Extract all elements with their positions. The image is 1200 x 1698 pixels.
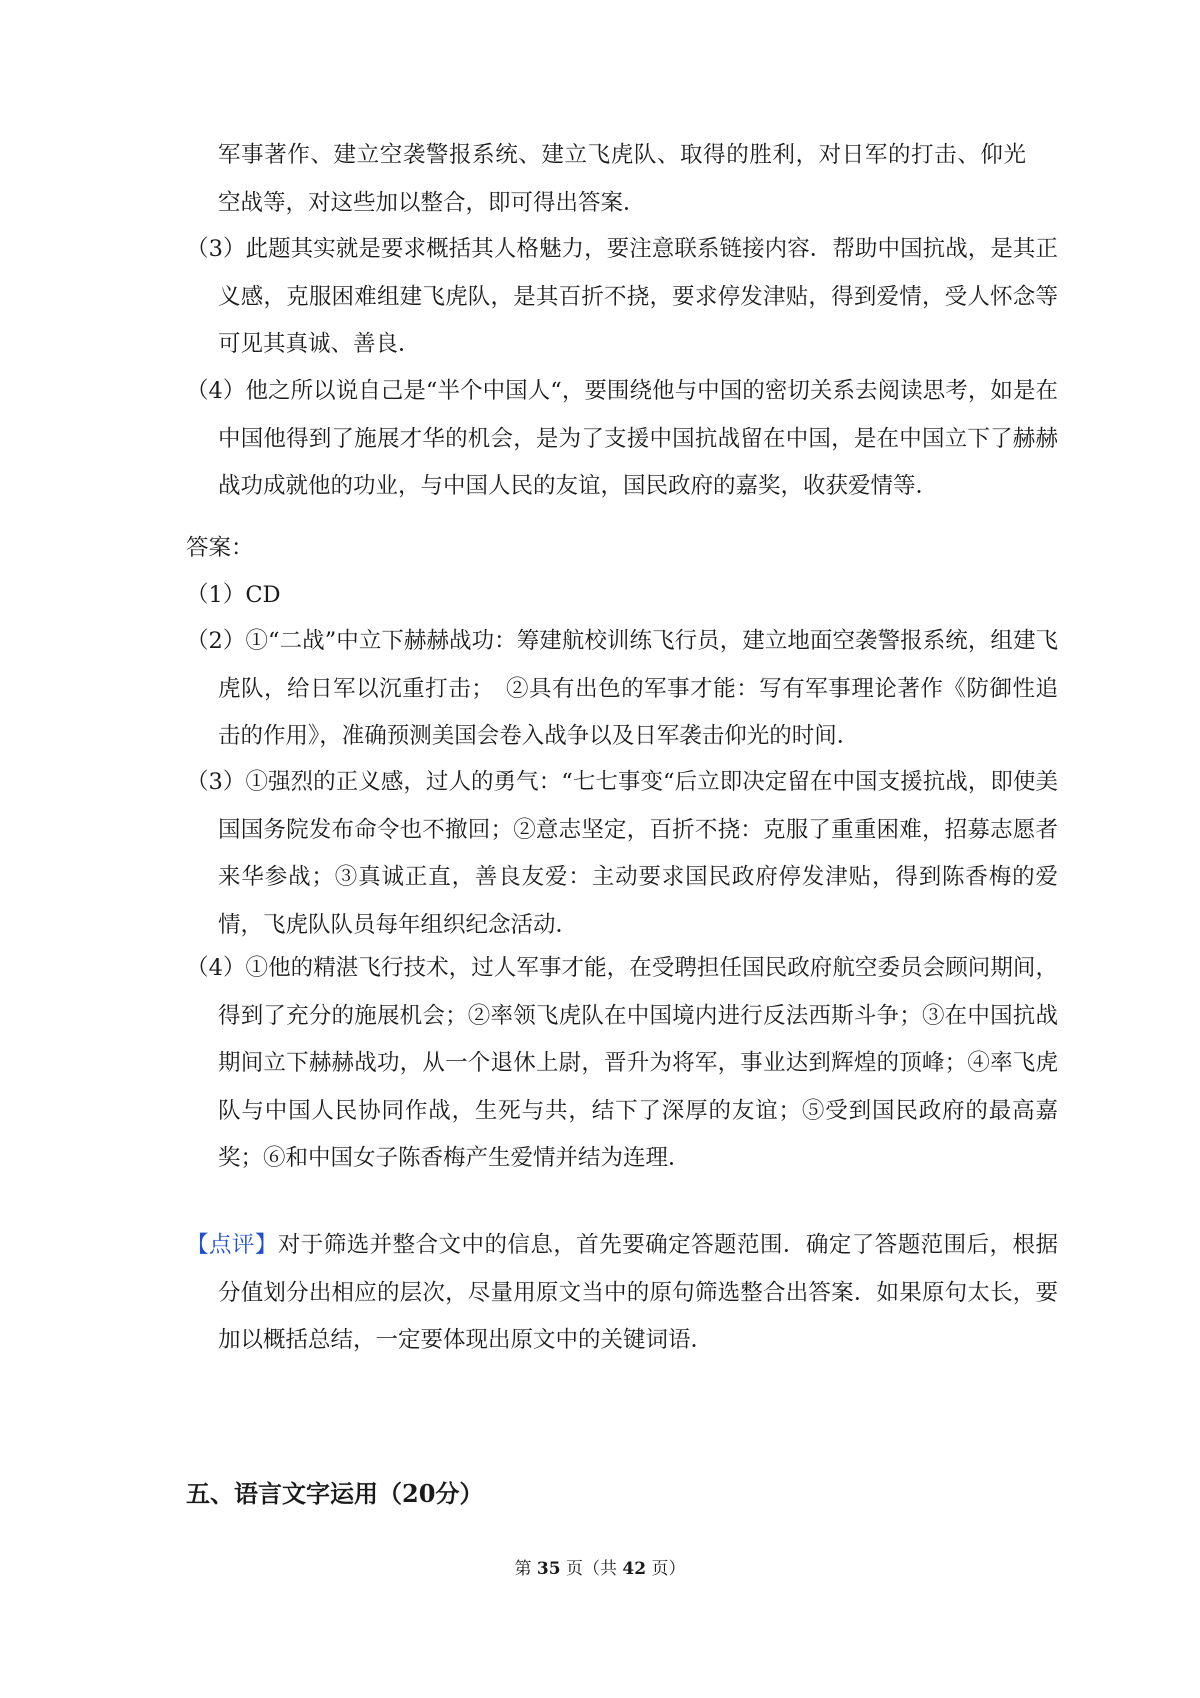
answer-1: （1）CD (186, 582, 281, 608)
page-footer (0, 1554, 1200, 1579)
answer-2: （2）①“二战”中立下赫赫战功：筹建航校训练飞行员，建立地面空袭警报系统，组建飞虎队，给日军以沉重打击； ②具有出色的军事才能：写有军事理论著作《防御性追击的作用》，准确预测美国会卷入战争以及日军袭击仰光的时间． (186, 628, 1058, 749)
footer-middle: 页（共 (566, 1559, 617, 1579)
comment-paragraph (186, 1222, 1058, 1365)
footer-prefix: 第 (514, 1559, 532, 1579)
analysis-q3: （3）此题其实就是要求概括其人格魅力，要注意联系链接内容．帮助中国抗战，是其正义感，克服困难组建飞虎队，是其百折不挠，要求停发津贴，得到爱情，受人怀念等可见其真诚、善良． (186, 236, 1058, 357)
section-title: 五、语言文字运用（20分） (186, 1479, 484, 1508)
footer-total-pages: 42 (622, 1559, 647, 1579)
footer-page-number: 35 (536, 1559, 561, 1579)
comment-text: 对于筛选并整合文中的信息，首先要确定答题范围．确定了答题范围后，根据分值划分出相应的层次，尽量用原文当中的原句筛选整合出答案．如果原句太长，要加以概括总结，一定要体现出原文中的关键词语． (218, 1232, 1058, 1353)
comment-tag: 【点评】 (186, 1232, 278, 1258)
footer-suffix: 页） (651, 1559, 686, 1579)
analysis-continuation: 军事著作、建立空袭警报系统、建立飞虎队、取得的胜利，对日军的打击、仰光空战等，对这些加以整合，即可得出答案． (218, 142, 1026, 216)
answer-3: （3）①强烈的正义感，过人的勇气：“七七事变“后立即决定留在中国支援抗战，即使美国国务院发布命令也不撤回；②意志坚定，百折不挠：克服了重重困难，招募志愿者来华参战；③真诚正直，善良友爱：主动要求国民政府停发津贴，得到陈香梅的爱情，飞虎队队员每年组织纪念活动． (186, 769, 1058, 938)
answer-heading: 答案： (186, 535, 254, 561)
analysis-q4: （4）他之所以说自己是“半个中国人“，要围绕他与中国的密切关系去阅读思考，如是在中国他得到了施展才华的机会，是为了支援中国抗战留在中国，是在中国立下了赫赫战功成就他的功业，与中国人民的友谊，国民政府的嘉奖，收获爱情等． (186, 378, 1058, 499)
answer-4: （4）①他的精湛飞行技术，过人军事才能，在受聘担任国民政府航空委员会顾问期间，得到了充分的施展机会；②率领飞虎队在中国境内进行反法西斯斗争；③在中国抗战期间立下赫赫战功，从一个退休上尉，晋升为将军，事业达到辉煌的顶峰；④率飞虎队与中国人民协同作战，生死与共，结下了深厚的友谊；⑤受到国民政府的最高嘉奖；⑥和中国女子陈香梅产生爱情并结为连理． (186, 955, 1058, 1171)
